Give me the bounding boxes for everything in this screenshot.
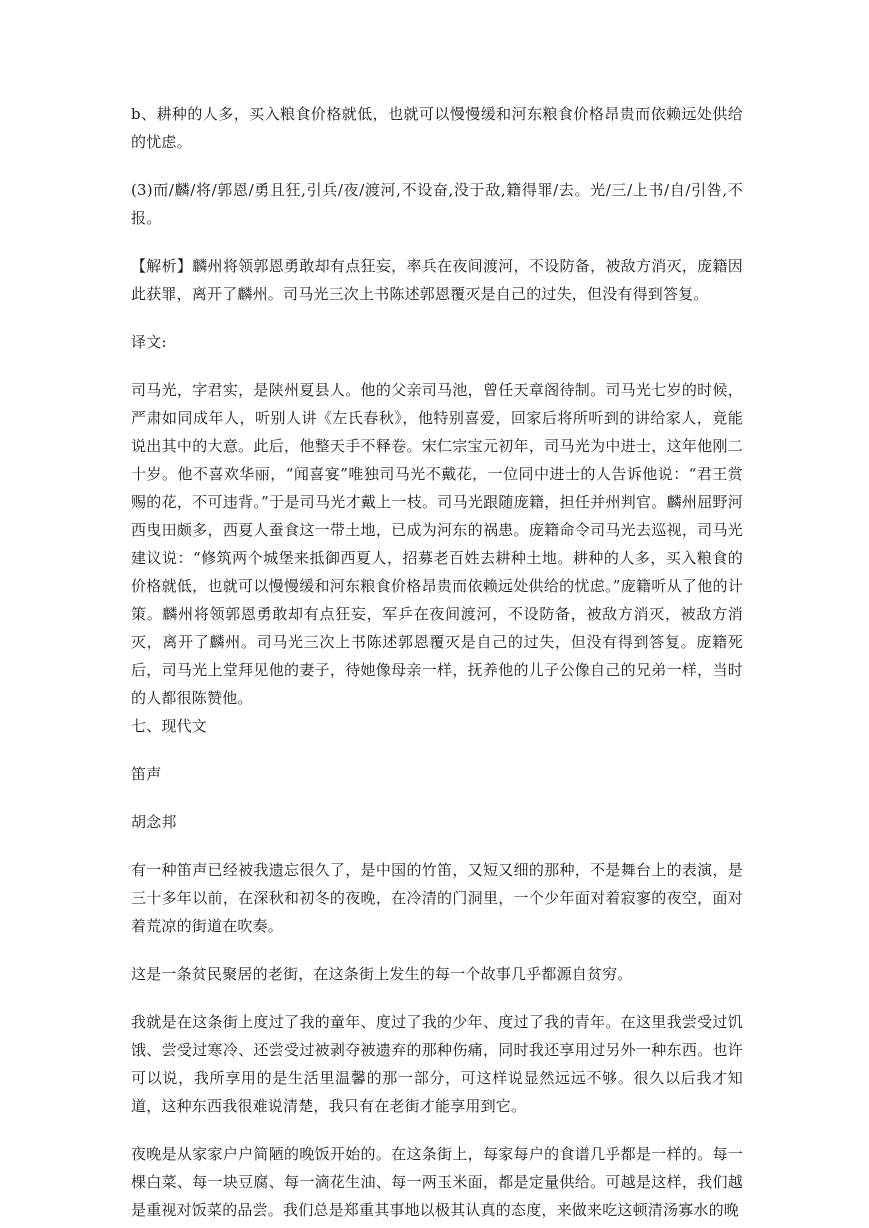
question-3-paragraph: (3)而/麟/将/郭恩/勇且狂,引兵/夜/渡河,不设奋,没于敌,籍得罪/去。光/三/上书/自/引咎,不报。 [131, 181, 743, 227]
answer-b-paragraph: b、耕种的人多，买入粮食价格就低，也就可以慢慢缓和河东粮食价格昂贵而依赖远处供给的忧虑。 [131, 105, 743, 151]
section-heading: 七、现代文 [131, 717, 208, 735]
translation-label: 译文: [131, 333, 167, 351]
translation-paragraph: 司马光，字君实，是陕州夏县人。他的父亲司马池，曾任天章阁待制。司马光七岁的时候，严肃如同成年人，听别人讲《左氏春秋》，他特别喜爱，回家后将所听到的讲给家人，竟能说出其中的大意。此后，他整天手不释卷。宋仁宗宝元初年，司马光为中进士，这年他刚二十岁。他不喜欢华丽，“闻喜宴”唯独司马光不戴花，一位同中进士的人告诉他说：“君王赏赐的花，不可违背。”于是司马光才戴上一枝。司马光跟随庞籍，担任并州判官。麟州屈野河西曳田颇多，西夏人蚕食这一带土地，已成为河东的祸患。庞籍命令司马光去巡视，司马光建议说：“修筑两个城堡来抵御西夏人，招募老百姓去耕种土地。耕种的人多，买入粮食的价格就低，也就可以慢慢缓和河东粮食价格昂贵而依赖远处供给的忧虑。”庞籍听从了他的计策。麟州将领郭恩勇敢却有点狂妄，军乒在夜间渡河，不设防备，被敌方消灭，被敌方消灭，离开了麟州。司马光三次上书陈述郭恩覆灭是自己的过失，但没有得到答复。庞籍死后，司马光上堂拜见他的妻子，待她像母亲一样，抚养他的儿子公像自己的兄弟一样，当时的人都很陈赞他。 [131, 381, 743, 707]
article-title: 笛声 [131, 765, 162, 783]
analysis-paragraph: 【解析】麟州将领郭恩勇敢却有点狂妄，率兵在夜间渡河，不设防备，被敌方消灭，庞籍因此获罪，离开了麟州。司马光三次上书陈述郭恩覆灭是自己的过失，但没有得到答复。 [131, 257, 743, 303]
body-paragraph-4: 夜晚是从家家户户简陋的晚饭开始的。在这条街上，每家每户的食谱几乎都是一样的。每一棵白菜、每一块豆腐、每一滴花生油、每一两玉米面，都是定量供给。可越是这样，我们越是重视对饭菜的品尝。我们总是郑重其事地以极其认真的态度，来做来吃这顿清汤寡水的晚 [131, 1145, 743, 1219]
document-page [131, 100, 743, 1224]
body-paragraph-3: 我就是在这条街上度过了我的童年、度过了我的少年、度过了我的青年。在这里我尝受过饥饿、尝受过寒冷、还尝受过被剥夺被遗弃的那种伤痛，同时我还享用过另外一种东西。也许可以说，我所享用的是生活里温馨的那一部分，可这样说显然远远不够。很久以后我才知道，这种东西我很难说清楚，我只有在老街才能享用到它。 [131, 1013, 743, 1115]
body-paragraph-1: 有一种笛声已经被我遗忘很久了，是中国的竹笛，又短又细的那种，不是舞台上的表演，是三十多年以前，在深秋和初冬的夜晚，在冷清的门洞里，一个少年面对着寂寥的夜空，面对着荒凉的街道在吹奏。 [131, 861, 743, 935]
body-paragraph-2: 这是一条贫民聚居的老街，在这条街上发生的每一个故事几乎都源自贫穷。 [131, 965, 633, 983]
article-author: 胡念邦 [131, 813, 177, 831]
